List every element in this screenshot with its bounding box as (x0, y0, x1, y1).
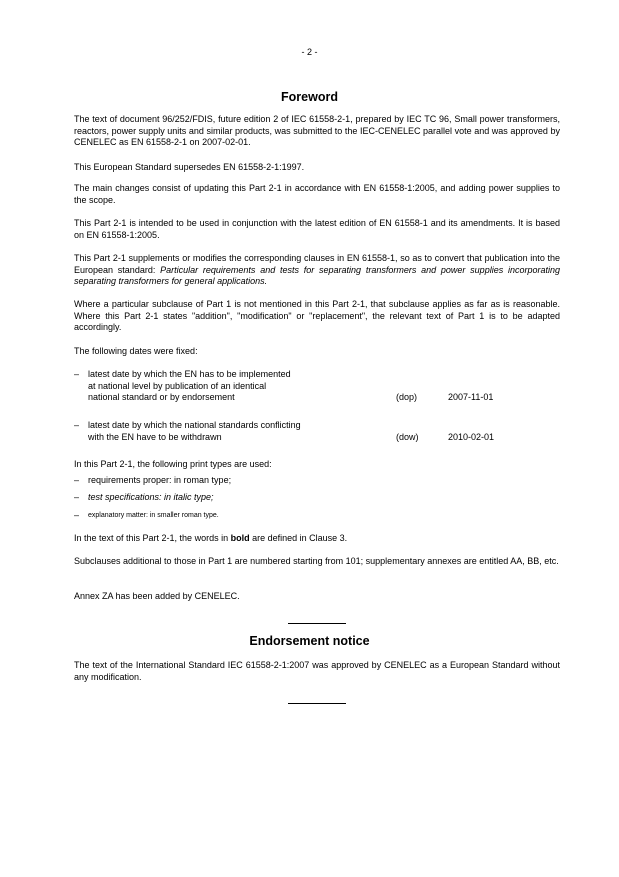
section-divider (288, 623, 346, 624)
date-item-dop: – latest date by which the EN has to be implemented at national level by publication of an identical national standard or by endorsement (dop) 2007-11-01 (74, 369, 494, 402)
foreword-paragraph-5: This Part 2-1 supplements or modifies the corresponding clauses in EN 61558-1, so as to convert that publication into the European standard: Particular requirements and tests for separating transformers and power supplies incorporating separating transformers for general applications. (74, 253, 561, 286)
foreword-paragraph-6: Where a particular subclause of Part 1 is not mentioned in this Part 2-1, that subclause applies as far as is reasonable. Where this Part 2-1 states "addition", "modification" or "replacement", the relevant text of Part 1 is to be adapted accordingly. (74, 299, 560, 332)
foreword-paragraph-8: In this Part 2-1, the following print types are used: (74, 459, 272, 469)
date-item-dow: – latest date by which the national standards conflicting with the EN have to be withdrawn (dow) 2010-02-01 (74, 420, 495, 442)
foreword-paragraph-1: The text of document 96/252/FDIS, future edition 2 of IEC 61558-2-1, prepared by IEC TC 96, Small power transformers, reactors, power supply units and similar products, was submitted to the IEC-CENELEC parallel vote and was approved by CENELEC as EN 61558-2-1 on 2007-02-01. (74, 114, 560, 147)
page-number: - 2 - (301, 47, 318, 57)
foreword-paragraph-7: The following dates were fixed: (74, 346, 198, 356)
endorsement-paragraph: The text of the International Standard IEC 61558-2-1:2007 was approved by CENELEC as a European Standard without any modification. (74, 660, 560, 682)
foreword-paragraph-9: In the text of this Part 2-1, the words in bold are defined in Clause 3. (74, 533, 348, 543)
foreword-title: Foreword (281, 90, 338, 104)
print-type-italic: – test specifications: in italic type; (74, 492, 214, 502)
print-type-roman: – requirements proper: in roman type; (74, 475, 232, 485)
end-divider (288, 703, 346, 704)
print-type-small: – explanatory matter: in smaller roman type. (74, 510, 219, 520)
foreword-paragraph-10: Subclauses additional to those in Part 1 are numbered starting from 101; supplementary annexes are entitled AA, BB, etc. (74, 556, 559, 566)
foreword-paragraph-11: Annex ZA has been added by CENELEC. (74, 591, 240, 601)
foreword-paragraph-2: This European Standard supersedes EN 61558-2-1:1997. (74, 162, 305, 172)
endorsement-title: Endorsement notice (249, 634, 370, 648)
foreword-paragraph-3: The main changes consist of updating this Part 2-1 in accordance with EN 61558-1:2005, and adding power supplies to the scope. (74, 183, 560, 205)
foreword-paragraph-4: This Part 2-1 is intended to be used in conjunction with the latest edition of EN 61558-1 and its amendments. It is based on EN 61558-1:2005. (74, 218, 560, 240)
